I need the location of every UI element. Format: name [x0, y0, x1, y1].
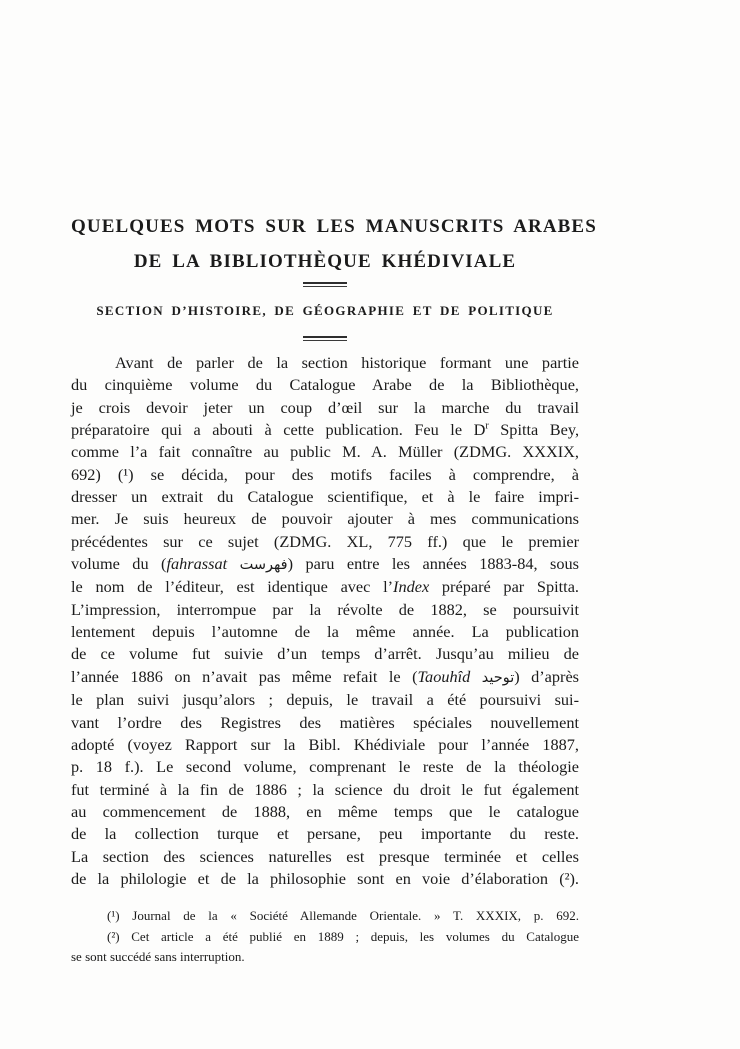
article-title-line2: DE LA BIBLIOTHÈQUE KHÉDIVIALE — [133, 251, 517, 272]
section-heading: SECTION D’HISTOIRE, DE GÉOGRAPHIE ET DE POLITIQUE — [96, 303, 554, 318]
body-line: Avant de parler de la section historique formant une partie — [115, 353, 579, 372]
footnote-line: (¹) Journal de la « Société Allemande Orientale. » T. XXXIX, p. 692. — [107, 908, 579, 923]
body-line: l’année 1886 on n’avait pas même refait le (Taouhîd توحيد) d’après — [71, 666, 580, 686]
body-line: mer. Je suis heureux de pouvoir ajouter à mes communications — [71, 509, 579, 529]
body-line: volume du (fahrassat فهرست) paru entre les années 1883-84, sous — [71, 554, 579, 574]
divider-rule-bottom — [71, 336, 579, 344]
article-title-line1: QUELQUES MOTS SUR LES MANUSCRITS ARABES — [71, 216, 597, 237]
double-rule — [303, 336, 347, 341]
body-line: du cinquième volume du Catalogue Arabe de la Bibliothèque, — [71, 375, 579, 395]
body-line: comme l’a fait connaître au public M. A. Müller (ZDMG. XXXIX, — [71, 442, 579, 462]
body-line: au commencement de 1888, en même temps que le catalogue — [71, 801, 579, 821]
footnote-line: se sont succédé sans interruption. — [71, 949, 245, 964]
body-line: de la collection turque et persane, peu importante du reste. — [71, 824, 579, 844]
footnotes-block — [71, 906, 579, 968]
divider-rule-top — [71, 282, 579, 290]
body-line: précédentes sur ce sujet (ZDMG. XL, 775 ff.) que le premier — [71, 531, 579, 551]
body-line: p. 18 f.). Le second volume, comprenant le reste de la théologie — [71, 757, 579, 777]
body-line: dresser un extrait du Catalogue scientifique, et à le faire impri- — [71, 487, 579, 507]
double-rule — [303, 282, 347, 287]
body-paragraph — [71, 352, 579, 890]
body-line: de la philologie et de la philosophie sont en voie d’élaboration (²). — [71, 868, 579, 888]
body-line: vant l’ordre des Registres des matières spéciales nouvellement — [71, 712, 579, 732]
body-line: le nom de l’éditeur, est identique avec l’Index préparé par Spitta. — [71, 577, 579, 597]
body-line: 692) (¹) se décida, pour des motifs faciles à comprendre, à — [71, 464, 579, 484]
footnote-line: (²) Cet article a été publié en 1889 ; depuis, les volumes du Catalogue — [107, 928, 579, 944]
body-line: de ce volume fut suivie d’un temps d’arrêt. Jusqu’au milieu de — [71, 644, 579, 664]
body-line: L’impression, interrompue par la révolte de 1882, se poursuivit — [71, 599, 579, 619]
body-line: lentement depuis l’automne de la même année. La publication — [71, 622, 579, 642]
body-line: adopté (voyez Rapport sur la Bibl. Khédiviale pour l’année 1887, — [71, 734, 579, 754]
body-line: je crois devoir jeter un coup d’œil sur la marche du travail — [71, 397, 579, 417]
body-line: La section des sciences naturelles est presque terminée et celles — [71, 846, 579, 866]
body-line: le plan suivi jusqu’alors ; depuis, le travail a été poursuivi sui- — [71, 690, 579, 710]
body-line: préparatoire qui a abouti à cette publication. Feu le $D^r$ Spitta Bey, — [71, 420, 580, 440]
body-line: fut terminé à la fin de 1886 ; la science du droit le fut également — [71, 779, 579, 799]
